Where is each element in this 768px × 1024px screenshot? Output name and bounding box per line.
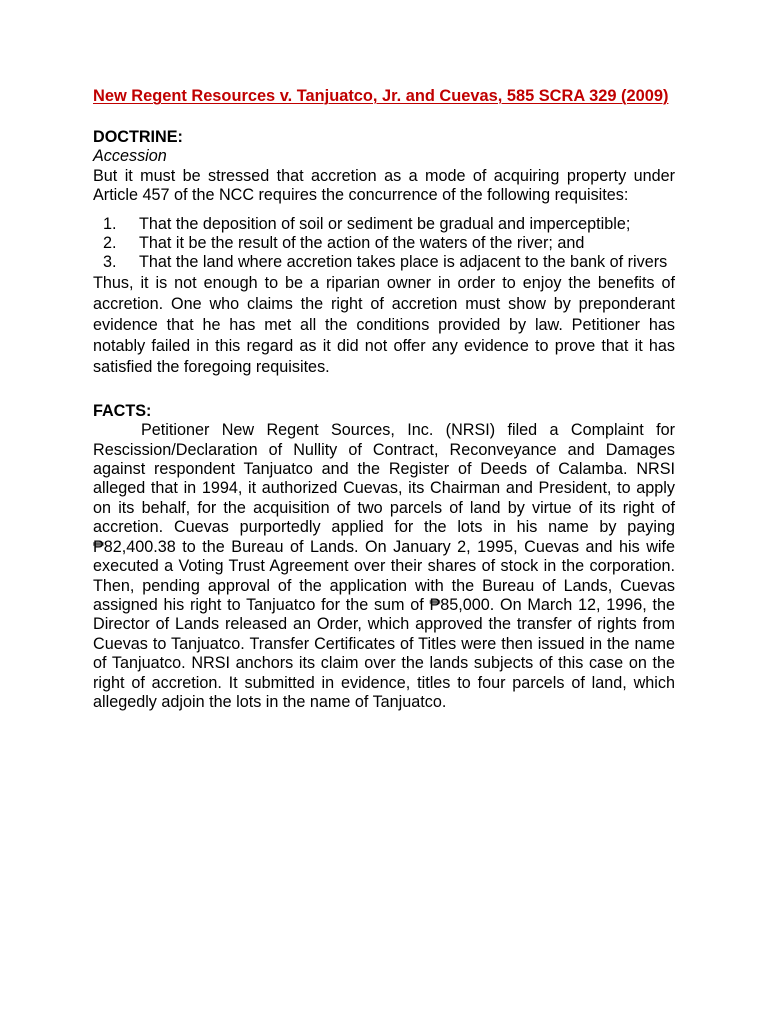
list-item xyxy=(103,253,675,272)
document-page xyxy=(93,86,675,712)
list-item-number: 3. xyxy=(103,253,117,272)
doctrine-heading: DOCTRINE: xyxy=(93,128,183,146)
requisites-list xyxy=(93,215,675,273)
facts-body: Petitioner New Regent Sources, Inc. (NRSI) filed a Complaint for Rescission/Declaration of Nullity of Contract, Reconveyance and Damages against respondent Tanjuatco and the Register of Deeds of Calamba. NRSI alleged that in 1994, it authorized Cuevas, its Chairman and President, to apply on its behalf, for the acquisition of two parcels of land by virtue of its right of accretion. Cuevas purportedly applied for the lots in his name by paying ₱82,400.38 to the Bureau of Lands. On January 2, 1995, Cuevas and his wife executed a Voting Trust Agreement over their shares of stock in the corporation. Then, pending approval of the application with the Bureau of Lands, Cuevas assigned his right to Tanjuatco for the sum of ₱85,000. On March 12, 1996, the Director of Lands released an Order, which approved the transfer of rights from Cuevas to Tanjuatco. Transfer Certificates of Titles were then issued in the name of Tanjuatco. NRSI anchors its claim over the lands subjects of this case on the right of accretion. It submitted in evidence, titles to four parcels of land, which allegedly adjoin the lots in the name of Tanjuatco. xyxy=(93,421,675,711)
doctrine-topic: Accession xyxy=(93,147,167,166)
doctrine-intro: But it must be stressed that accretion as a mode of acquiring property under Article 457 of the NCC requires the concurrence of the following requisites: xyxy=(93,166,675,205)
doctrine-conclusion: Thus, it is not enough to be a riparian owner in order to enjoy the benefits of accretion. One who claims the right of accretion must show by preponderant evidence that he has met all the conditions provided by law. Petitioner has notably failed in this regard as it did not offer any evidence to prove that it has satisfied the foregoing requisites. xyxy=(93,273,675,376)
list-item-text: That it be the result of the action of the waters of the river; and xyxy=(139,234,585,253)
list-item-text: That the deposition of soil or sediment be gradual and imperceptible; xyxy=(139,214,631,233)
list-item-number: 2. xyxy=(103,234,117,253)
list-item-text: That the land where accretion takes place is adjacent to the bank of rivers xyxy=(139,253,668,272)
list-item xyxy=(103,214,675,234)
list-item xyxy=(103,234,675,253)
case-title: New Regent Resources v. Tanjuatco, Jr. and Cuevas, 585 SCRA 329 (2009) xyxy=(93,87,669,105)
facts-heading: FACTS: xyxy=(93,401,152,420)
list-item-number: 1. xyxy=(103,214,117,233)
